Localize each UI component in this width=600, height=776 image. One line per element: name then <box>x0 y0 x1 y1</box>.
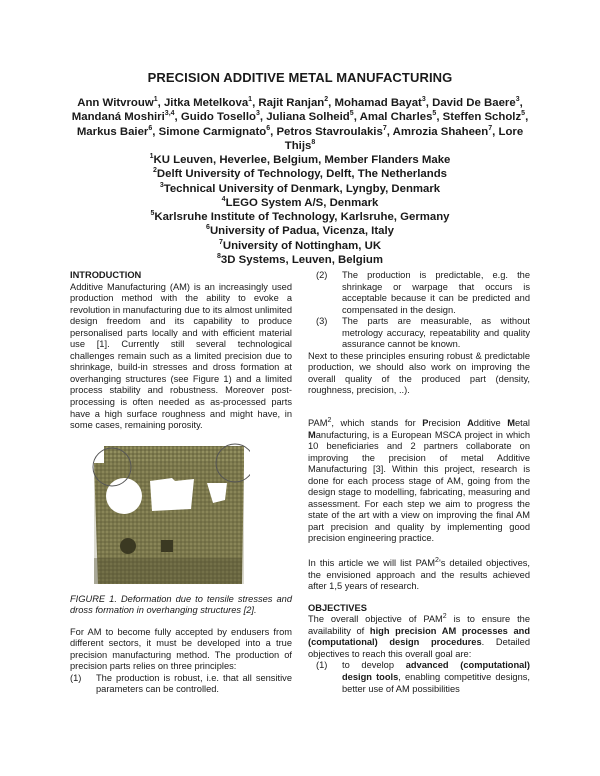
article-paragraph: In this article we will list PAM$^2$'s detailed objectives, the envisioned approach and the results achieved after 1,5 years of research. <box>308 556 530 592</box>
author-separator: , <box>328 97 335 109</box>
objectives-paragraph: The overall objective of PAM$^2$ is to ensure the availability of high precision AM processes and (computational) design procedures. Detailed objectives to reach this overall goal are: <box>308 613 530 659</box>
author-separator: , <box>519 97 523 109</box>
affiliation-text: University of Nottingham, UK <box>222 239 382 252</box>
author-name: Mandaná Moshiri <box>71 111 165 124</box>
author-separator: , <box>157 97 164 109</box>
list-number: (1) <box>70 672 82 683</box>
author-separator: , <box>270 125 277 138</box>
affiliation-list <box>70 153 530 267</box>
affiliation-line <box>70 167 530 181</box>
author-separator: , <box>353 111 360 124</box>
affiliation-number: 6 <box>206 224 210 232</box>
affiliation-number: 5 <box>150 210 155 218</box>
list-item <box>70 673 292 696</box>
list-item <box>308 316 530 351</box>
principles-list <box>70 673 292 696</box>
right-column <box>308 270 530 695</box>
affiliation-number: 8 <box>217 253 221 261</box>
figure-1-image <box>90 443 250 584</box>
introduction-paragraph: Additive Manufacturing (AM) is an increasingly used production method with the ability to evoke a revolution in manufacturing due to its almost unlimited design freedom and its capability to produce personalised parts locally and with efficient material use [1]. Currently still several technological challenges remain such as a limited precision due to shrinkage, build-in stresses and dross formation at overhanging structures (see Figure 1) and a limited process stability and robustness. Moreover post-processing is often needed as as-processed parts have a high surface roughness and might have, in some cases, remaining porosity. <box>70 281 292 431</box>
author-affiliation-mark: 7 <box>488 124 493 132</box>
author-affiliation-mark: 1 <box>153 96 158 104</box>
author-affiliation-mark: 8 <box>311 139 316 147</box>
affiliation-number: 7 <box>218 238 223 246</box>
author-list <box>70 96 530 153</box>
author-separator: , <box>425 97 433 109</box>
author-name: Petros Stavroulakis <box>276 125 383 138</box>
author-affiliation-mark: 5 <box>349 110 354 118</box>
affiliation-text: Karlsruhe Institute of Technology, Karlsruhe, Germany <box>154 211 450 224</box>
author-name: Rajit Ranjan <box>258 97 325 109</box>
author-separator: , <box>252 97 259 109</box>
author-separator: , <box>386 125 393 138</box>
affiliation-number: 2 <box>153 167 157 175</box>
author-name: Simone Carmignato <box>158 125 267 138</box>
author-affiliation-mark: 2 <box>324 96 329 104</box>
author-separator: , <box>436 111 443 124</box>
author-name: Amal Charles <box>359 111 433 124</box>
author-affiliation-mark: 7 <box>382 124 387 132</box>
author-affiliation-mark: 3 <box>255 110 260 118</box>
list-text: The parts are measurable, as without metrology accuracy, repeatability and quality assurance cannot be known. <box>342 316 530 350</box>
affiliation-text: Delft University of Technology, Delft, The Netherlands <box>156 168 447 181</box>
metal-part-photo <box>90 443 250 584</box>
affiliation-text: Technical University of Denmark, Lyngby, Denmark <box>163 182 441 195</box>
author-affiliation-mark: 6 <box>266 124 271 132</box>
author-name: Steffen Scholz <box>442 111 522 124</box>
author-affiliation-mark: 3,4 <box>164 110 175 118</box>
author-separator: , <box>152 125 159 138</box>
affiliation-text: University of Padua, Vicenza, Italy <box>209 225 394 238</box>
author-name: Guido Tosello <box>180 111 256 124</box>
author-separator: , <box>259 111 267 124</box>
author-separator: , <box>492 125 499 138</box>
figure-1-caption: FIGURE 1. Deformation due to tensile stresses and dross formation in overhanging structures [2]. <box>70 593 292 616</box>
affiliation-line <box>70 239 530 253</box>
author-affiliation-mark: 5 <box>521 110 526 118</box>
principles-list-continued <box>308 270 530 351</box>
list-text: The production is robust, i.e. that all sensitive parameters can be controlled. <box>96 672 292 695</box>
affiliation-line <box>70 196 530 210</box>
author-separator: , <box>525 111 529 124</box>
affiliation-text: 3D Systems, Leuven, Belgium <box>220 254 383 267</box>
author-separator: , <box>174 111 181 124</box>
author-affiliation-mark: 3 <box>421 96 426 104</box>
list-item: (1) to develop advanced (computational) design tools, enabling competitive designs, better use of AM possibilities <box>316 660 530 694</box>
affiliation-line <box>70 224 530 238</box>
affiliation-number: 4 <box>221 196 226 204</box>
introduction-heading: INTRODUCTION <box>70 270 142 280</box>
affiliation-line <box>70 210 530 224</box>
affiliation-line <box>70 153 530 167</box>
author-name: Juliana Solheid <box>266 111 350 124</box>
pam2-paragraph: PAM$^2$, which stands for Precision Additive Metal Manufacturing, is a European MSCA project in which 10 beneficiaries and 2 partners collaborate on improving the precision of metal Additive Manufacturing [3]. Within this project, research is done for each process stage of AM, going from the design stage to modelling, fabricating, measuring and assessment. For each step we aim to progress the state of the art with a view on improving the final AM part precision and quality by implementing good precision engineering practice. <box>308 416 530 544</box>
list-item <box>308 270 530 316</box>
list-number: (1) <box>316 660 328 671</box>
quality-paragraph: Next to these principles ensuring robust & predictable production, we should also work on improving the overall quality of the produced part (density, roughness, precision, ..). <box>308 350 530 396</box>
left-column <box>70 270 292 696</box>
affiliation-text: KU Leuven, Heverlee, Belgium, Member Flanders Make <box>153 154 451 166</box>
author-affiliation-mark: 5 <box>432 110 437 118</box>
author-name: Amrozia Shaheen <box>392 125 489 138</box>
author-name: David De Baere <box>432 97 516 109</box>
author-affiliation-mark: 1 <box>248 96 253 104</box>
list-number: (3) <box>316 316 328 327</box>
affiliation-line <box>70 253 530 267</box>
author-name: Markus Baier <box>76 125 149 138</box>
author-affiliation-mark: 3 <box>515 96 520 104</box>
objectives-heading: OBJECTIVES <box>308 602 367 613</box>
affiliation-line <box>70 182 530 196</box>
author-affiliation-mark: 6 <box>148 124 153 132</box>
list-text: The production is predictable, e.g. the shrinkage or warpage that occurs is acceptable because it can be predicted and compensated in the design. <box>342 270 530 315</box>
paper-title: PRECISION ADDITIVE METAL MANUFACTURING <box>147 70 453 85</box>
affiliation-text: LEGO System A/S, Denmark <box>225 196 379 209</box>
affiliation-number: 1 <box>149 153 154 161</box>
author-name: Ann Witvrouw <box>77 97 154 109</box>
objectives-list <box>308 660 530 695</box>
author-name: Mohamad Bayat <box>334 97 422 109</box>
precision-paragraph: For AM to become fully accepted by endusers from different sectors, it must be developed into a true precision manufacturing method. The production of precision parts relies on three principles: <box>70 626 292 672</box>
author-name: Jitka Metelkova <box>163 97 249 109</box>
list-number: (2) <box>316 270 328 280</box>
author-name: Lore Thijs <box>284 125 524 152</box>
affiliation-number: 3 <box>159 181 164 189</box>
